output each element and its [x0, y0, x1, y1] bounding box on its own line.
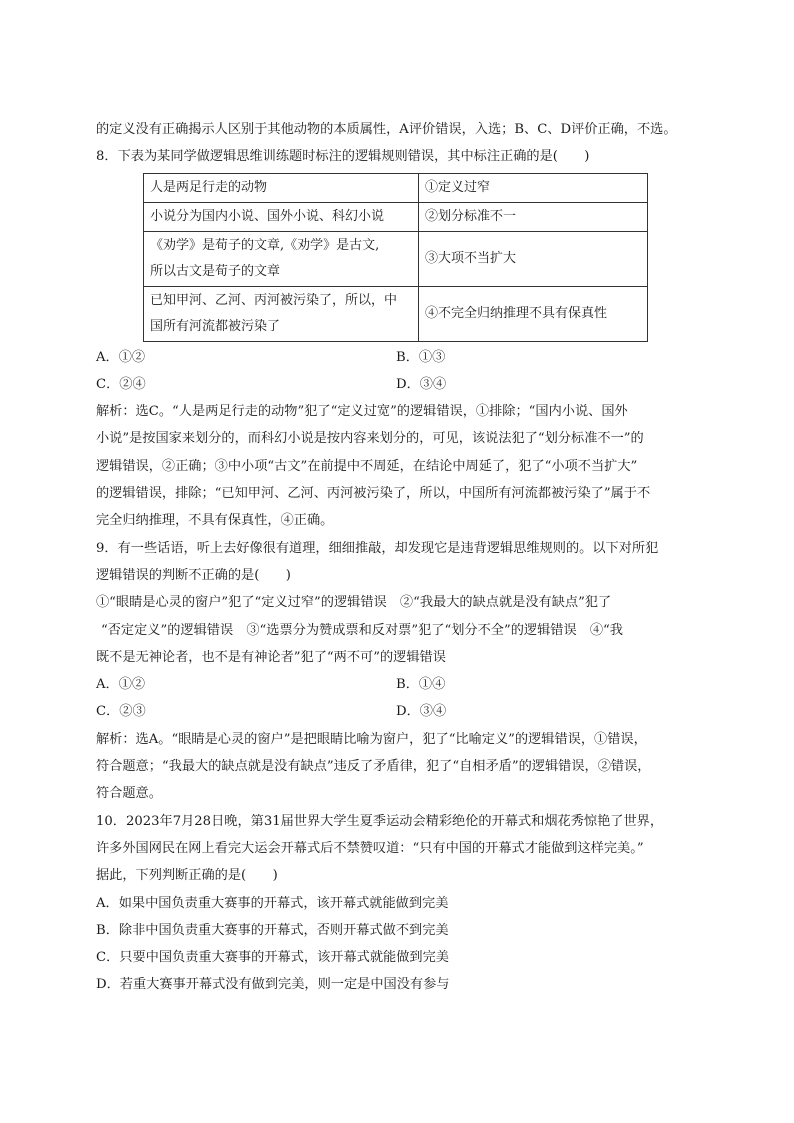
table-row [144, 231, 648, 286]
table-cell: 《劝学》是荀子的文章,《劝学》是古文, 所以古文是荀子的文章 [144, 231, 419, 286]
analysis-line: 符合题意；“我最大的缺点就是没有缺点”违反了矛盾律，犯了“自相矛盾”的逻辑错误，②错误， [96, 759, 651, 775]
q8-options-row-1 [96, 344, 700, 371]
q10-stem: 据此，下列判断正确的是( ) [96, 868, 278, 884]
analysis-line: 逻辑错误，②正确；③中小项“古文”在前提中不周延，在结论中周延了，犯了“小项不当扩大” [96, 458, 638, 474]
table-cell: ②划分标准不一 [419, 202, 648, 231]
analysis-line: 符合题意。 [96, 786, 162, 802]
option-a: A．①② [96, 677, 146, 693]
table-cell: ①定义过窄 [419, 173, 648, 202]
option-a: A．如果中国负责重大赛事的开幕式，该开幕式就能做到完美 [96, 895, 449, 911]
q8-stem: 8．下表为某同学做逻辑思维训练题时标注的逻辑规则错误，其中标注正确的是( ) [96, 149, 590, 165]
q9-analysis [96, 726, 700, 808]
option-d: D．③④ [396, 704, 447, 720]
option-c: C．②④ [96, 376, 146, 392]
q9-item-line: 既不是无神论者，也不是有神论者”犯了“两不可”的逻辑错误 [96, 649, 446, 665]
q9-stem: 逻辑错误的判断不正确的是( ) [96, 567, 291, 583]
question-8 [96, 143, 700, 534]
q9-stem: 9．有一些话语，听上去好像很有道理，细细推敲，却发现它是违背逻辑思维规则的。以下对所犯 [96, 540, 659, 556]
table-cell: ③大项不当扩大 [419, 231, 648, 286]
q10-stem: 10．2023年7月28日晚，第31届世界大学生夏季运动会精彩绝伦的开幕式和烟花秀惊艳了世界， [96, 813, 664, 829]
table-cell: 人是两足行走的动物 [144, 173, 419, 202]
option-c: C．只要中国负责重大赛事的开幕式，该开幕式就能做到完美 [96, 950, 449, 966]
table-row [144, 286, 648, 341]
intro-line: 的定义没有正确揭示人区别于其他动物的本质属性，A评价错误，入选；B、C、D评价正确，不选。 [96, 122, 677, 137]
analysis-line: 解析：选C。“人是两足行走的动物”犯了“定义过宽”的逻辑错误，①排除；“国内小说、国外 [96, 404, 628, 420]
analysis-line: 的逻辑错误，排除；“已知甲河、乙河、丙河被污染了，所以，中国所有河流都被污染了”属于不 [96, 486, 651, 502]
option-b: B．①③ [396, 349, 446, 365]
q9-options-row-2 [96, 698, 700, 725]
analysis-line: 小说”是按国家来划分的，而科幻小说是按内容来划分的，可见，该说法犯了“划分标准不一”的 [96, 431, 644, 447]
table-row [144, 202, 648, 231]
table-cell: 小说分为国内小说、国外小说、科幻小说 [144, 202, 419, 231]
option-b: B．①④ [396, 677, 446, 693]
q8-options-row-2 [96, 371, 700, 398]
q9-item-line: “否定定义”的逻辑错误 ③“选票分为赞成票和反对票”犯了“划分不全”的逻辑错误 ④“我 [101, 622, 623, 638]
analysis-line: 完全归纳推理，不具有保真性，④正确。 [96, 513, 334, 529]
document-page [96, 116, 700, 999]
q8-analysis [96, 398, 700, 534]
table-row [144, 173, 648, 202]
table-cell: 已知甲河、乙河、丙河被污染了，所以，中 国所有河流都被污染了 [144, 286, 419, 341]
q9-options-row-1 [96, 671, 700, 698]
q10-stem: 许多外国网民在网上看完大运会开幕式后不禁赞叹道：“只有中国的开幕式才能做到这样完美。” [96, 840, 644, 856]
option-a: A．①② [96, 349, 146, 365]
q9-item-line: ①“眼睛是心灵的窗户”犯了“定义过窄”的逻辑错误 ②“我最大的缺点就是没有缺点”犯了 [96, 595, 612, 611]
option-b: B．除非中国负责重大赛事的开幕式，否则开幕式做不到完美 [96, 922, 449, 938]
option-d: D．③④ [396, 376, 447, 392]
q8-table [143, 173, 648, 342]
question-10 [96, 808, 700, 999]
question-9 [96, 535, 700, 808]
option-c: C．②③ [96, 704, 146, 720]
table-cell: ④不完全归纳推理不具有保真性 [419, 286, 648, 341]
option-d: D．若重大赛事开幕式没有做到完美，则一定是中国没有参与 [96, 977, 450, 993]
analysis-line: 解析：选A。“眼睛是心灵的窗户”是把眼睛比喻为窗户，犯了“比喻定义”的逻辑错误，①错误， [96, 731, 647, 747]
